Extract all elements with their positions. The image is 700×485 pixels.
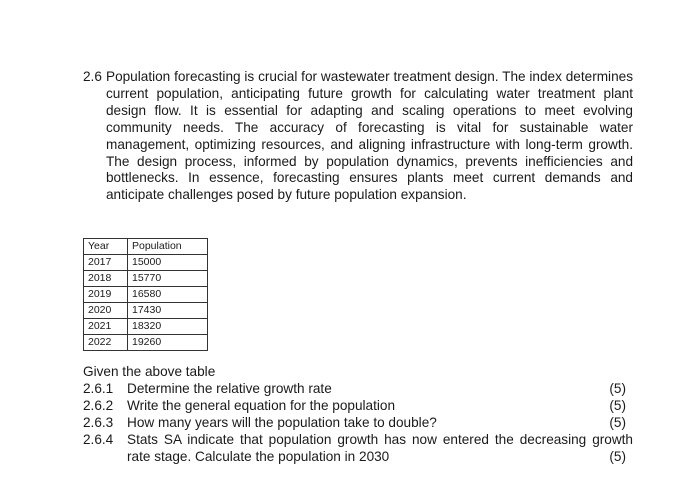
questions-intro: Given the above table	[83, 364, 216, 379]
questions-block	[83, 364, 633, 465]
section-intro	[83, 69, 633, 204]
cell-population: 17430	[128, 303, 208, 319]
question-item	[83, 381, 633, 398]
question-text: Stats SA indicate that population growth has now entered the decreasing growth rate stage. Calculate the population in 2030	[127, 431, 633, 464]
table-row	[84, 287, 208, 303]
table-row	[84, 271, 208, 287]
cell-population: 15770	[128, 271, 208, 287]
question-item	[83, 398, 633, 415]
question-number: 2.6.3	[83, 414, 114, 430]
cell-year: 2020	[84, 303, 128, 319]
question-number: 2.6.2	[83, 397, 114, 413]
question-number: 2.6.4	[83, 431, 114, 447]
question-marks: (5)	[609, 397, 626, 413]
cell-population: 15000	[128, 255, 208, 271]
cell-year: 2022	[84, 335, 128, 351]
table-header-row	[84, 239, 208, 255]
table-row	[84, 319, 208, 335]
cell-population: 18320	[128, 319, 208, 335]
cell-year: 2018	[84, 271, 128, 287]
table-row	[84, 335, 208, 351]
question-marks: (5)	[609, 414, 626, 430]
cell-year: 2021	[84, 319, 128, 335]
header-population: Population	[128, 239, 208, 255]
question-text: How many years will the population take to double?	[127, 414, 437, 430]
question-number: 2.6.1	[83, 380, 114, 396]
question-text: Determine the relative growth rate	[127, 380, 332, 396]
table-row	[84, 255, 208, 271]
header-year: Year	[84, 239, 128, 255]
table-row	[84, 303, 208, 319]
question-item	[83, 415, 633, 432]
cell-population: 19260	[128, 335, 208, 351]
section-paragraph: Population forecasting is crucial for wastewater treatment design. The index determines current population, anticipating future growth for calculating water treatment plant design flow. It is essential for adapting and scaling operations to meet evolving community needs. The accuracy of forecasting is vital for sustainable water management, optimizing resources, and aligning infrastructure with long-term growth. The design process, informed by population dynamics, prevents inefficiencies and bottlenecks. In essence, forecasting ensures plants meet current demands and anticipate challenges posed by future population expansion.	[106, 69, 633, 203]
cell-year: 2019	[84, 287, 128, 303]
question-marks: (5)	[609, 380, 626, 396]
question-marks: (5)	[609, 448, 626, 464]
question-item	[83, 432, 633, 466]
cell-year: 2017	[84, 255, 128, 271]
section-number: 2.6	[83, 69, 102, 84]
population-table	[83, 238, 208, 351]
cell-population: 16580	[128, 287, 208, 303]
question-text: Write the general equation for the population	[127, 397, 396, 413]
